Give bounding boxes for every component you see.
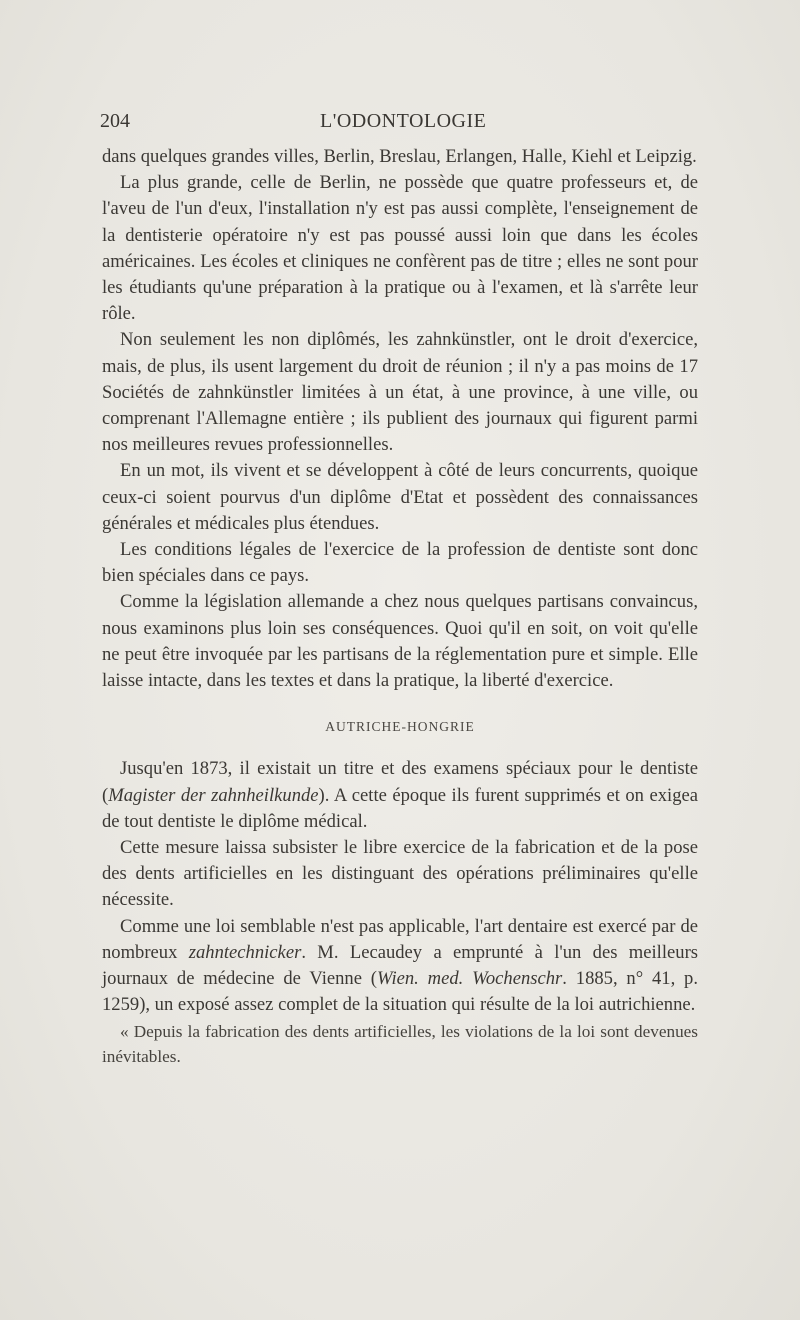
body-text	[102, 144, 698, 1069]
text-run: Comme une loi semblable n'est pas applicable, l'art dentaire est exercé par de nombreux	[102, 915, 698, 963]
italic-citation: Wien. med. Wochenschr	[376, 968, 563, 990]
paragraph-legislation: Comme la législation allemande a chez nous quelques partisans convaincus, nous examinons plus loin ses conséquences. Quoi qu'il en soit, on voit qu'elle ne peut être invoquée par les partisans de la réglementation pure et simple. Elle laisse intacte, dans les textes et dans la pratique, la liberté d'exercice.	[102, 591, 698, 692]
quotation: « Depuis la fabrication des dents artificielles, les violations de la loi sont devenues inévitables.	[102, 1021, 698, 1066]
running-head	[100, 110, 700, 140]
text-run: ). A cette époque ils furent supprimés et on exigea de tout dentiste le diplôme médical.	[102, 784, 698, 832]
paragraph-berlin: La plus grande, celle de Berlin, ne possède que quatre professeurs et, de l'aveu de l'un d'eux, l'installation n'y est pas aussi complète, l'enseignement de la dentisterie opératoire n'y est pas poussé aussi loin que dans les écoles américaines. Les écoles et cliniques ne confèrent pas de titre ; elles ne sont pour les étudiants qu'une préparation à la pratique ou à l'examen, et là s'arrête leur rôle.	[102, 172, 698, 325]
page-number: 204	[100, 110, 130, 132]
paragraph-austria-law	[102, 914, 698, 1019]
text-run: . M. Lecaudey a emprunté à l'un des meilleurs journaux de médecine de Vienne (	[102, 941, 698, 990]
paragraph-competition: En un mot, ils vivent et se développent à côté de leurs concurrents, quoique ceux-ci soient pourvus d'un diplôme d'Etat et possèdent des connaissances générales et médicales plus étendues.	[102, 460, 698, 534]
text-run: . 1885, n° 41, p. 1259), un exposé assez complet de la situation qui résulte de la loi autrichienne.	[102, 968, 698, 1016]
paragraph-austria-measure: Cette mesure laissa subsister le libre exercice de la fabrication et de la pose des dents artificielles en les distinguant des opérations préliminaires qu'elle nécessite.	[102, 837, 698, 911]
section-heading: AUTRICHE-HONGRIE	[325, 719, 475, 735]
paragraph-austria-history	[102, 756, 698, 835]
italic-term: zahntechnicker	[188, 941, 302, 963]
paragraph-zahnkunstler: Non seulement les non diplômés, les zahnkünstler, ont le droit d'exercice, mais, de plus, ils usent largement du droit de réunion ; il n'y a pas moins de 17 Sociétés de zahnkünstler limitées à un état, à une province, à une ville, ou comprenant l'Allemagne entière ; ils publient des journaux qui figurent parmi nos meilleures revues professionnelles.	[102, 329, 698, 456]
paragraph-continuation: dans quelques grandes villes, Berlin, Breslau, Erlangen, Halle, Kiehl et Leipzig.	[102, 146, 697, 167]
paragraph-legal-conditions: Les conditions légales de l'exercice de la profession de dentiste sont donc bien spéciales dans ce pays.	[102, 539, 698, 587]
running-title: L'ODONTOLOGIE	[320, 110, 487, 132]
text-run: Jusqu'en 1873, il existait un titre et des examens spéciaux pour le dentiste (	[102, 758, 698, 806]
italic-term: Magister der zahnheilkunde	[108, 784, 319, 806]
